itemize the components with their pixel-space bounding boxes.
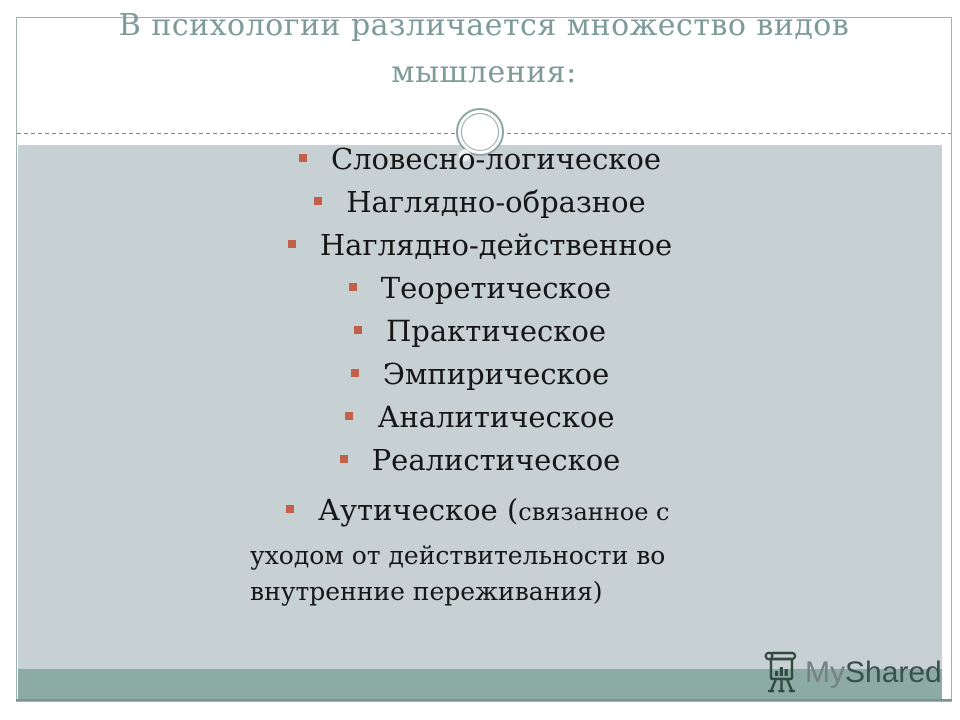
list-item: Эмпирическое	[18, 353, 942, 396]
bullet-square-icon	[351, 369, 359, 377]
list-item: Наглядно-действенное	[18, 224, 942, 267]
autistic-lead: Аутическое (	[318, 493, 519, 527]
bullet-square-icon	[345, 412, 353, 420]
list-item: Аналитическое	[18, 396, 942, 439]
frame-bottom-line	[16, 699, 952, 701]
list-item: Теоретическое	[18, 267, 942, 310]
flipchart-easel-icon	[762, 650, 800, 696]
slide-title	[17, 2, 951, 96]
bullet-square-icon	[349, 283, 357, 291]
bullet-square-icon	[314, 197, 322, 205]
list-item: Наглядно-образное	[18, 181, 942, 224]
bullet-square-icon	[286, 505, 294, 513]
bullet-square-icon	[288, 240, 296, 248]
watermark-shared-text: Shared	[845, 656, 942, 689]
slide-title-line1: В психологии различается множество видов	[118, 8, 850, 43]
list-item-autistic	[250, 487, 730, 607]
watermark-my-text: My	[805, 656, 845, 689]
autistic-line2: уходом от действительности во	[250, 541, 666, 570]
autistic-line3: внутренние переживания)	[250, 577, 603, 606]
bullet-square-icon	[340, 455, 348, 463]
slide-title-line2: мышления:	[391, 55, 577, 90]
autistic-small-tail: связанное с	[518, 498, 670, 526]
bullet-square-icon	[354, 326, 362, 334]
list-item: Словесно-логическое	[18, 138, 942, 181]
myshared-watermark	[762, 650, 942, 696]
autistic-line1	[250, 487, 730, 535]
list-item: Практическое	[18, 310, 942, 353]
thinking-types-list	[18, 138, 942, 482]
bullet-square-icon	[299, 154, 307, 162]
list-item: Реалистическое	[18, 439, 942, 482]
